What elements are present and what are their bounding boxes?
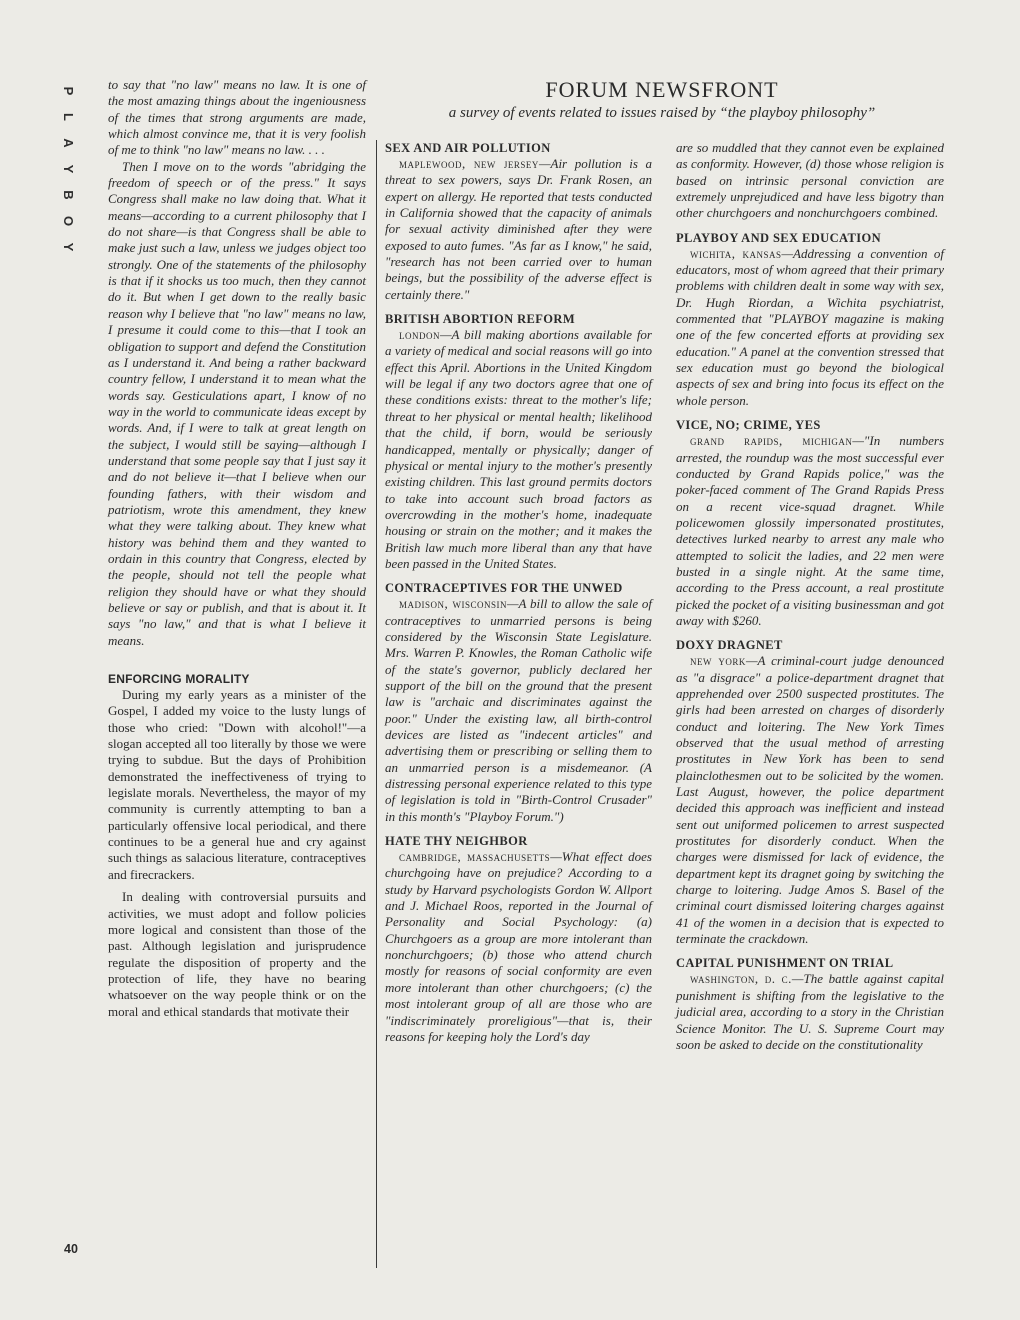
- news-body: —"In numbers arrested, the roundup was the most successful ever conducted by Grand Rapids police," was the poker-faced comment of The Grand Rapids Press on a recent vice-squad dragnet. While policewomen glossily impersonated prostitutes, detectives lurked nearby to arrest any male who attempted to solicit the ladies, and 22 men were busted in a single night. At the same time, according to the Press account, a real prostitute picked the pocket of a visiting businessman and got away with $260.: [676, 433, 945, 628]
- news-item: [676, 955, 944, 1053]
- news-body: —Addressing a convention of educators, most of whom agreed that their primary problems with children dealt in some way with sex, Dr. Hugh Riordan, a Wichita psychiatrist, commented that "PLAYBOY magazine is making one of the few concerted efforts at providing sex education." A panel at the convention stressed that sex education must go beyond the biological aspects of sex and bring into focus its effect on the whole person.: [676, 245, 944, 408]
- news-body: —A bill making abortions available for a variety of medical and social reasons will go into effect this April. Abortions in the United Kingdom will be legal if any two doctors agree that one of these conditions exists: threat to the mother's life; threat to her physical or mental health; likelihood that the child, if born, would be seriously handicapped, mentally or physically; danger of physical or mental injury to the mother's presently existing children. This last ground permits doctors to take into account such broad factors as overcrowding in the mother's home, inadequate housing or strain on the mother; and it makes the British law much more liberal than any that have been passed in the United States.: [385, 327, 652, 571]
- news-headline: VICE, NO; CRIME, YES: [676, 418, 821, 433]
- page-number: 40: [64, 1242, 78, 1256]
- dateline: washington, d. c.: [690, 971, 792, 987]
- section-heading: ENFORCING MORALITY: [108, 672, 250, 687]
- column-divider: [376, 140, 377, 1268]
- right-column: [676, 140, 944, 1061]
- dateline: madison, wisconsin: [399, 596, 507, 612]
- spine-letter: Y: [61, 164, 76, 174]
- news-item: [676, 230, 944, 409]
- news-headline: CAPITAL PUNISHMENT ON TRIAL: [676, 956, 894, 971]
- left-column: [108, 77, 366, 1020]
- page-title: FORUM NEWSFRONT: [545, 77, 779, 102]
- news-body: —A criminal-court judge denounced as "a disgrace" a police-department dragnet that apprehended over 2500 suspected prostitutes. The girls had been arrested on charges of disorderly conduct and loitering. The New York Times observed that the usual method of arresting prostitutes in New York has been to send plainclothesmen out to be solicited by the women. Last August, however, the police department decided this approach was inefficient and instead sent out uniformed policemen to arrest suspected prostitutes for disorderly conduct. When the charges were dismissed for lack of evidence, the department kept its dragnet going by switching the charge to loitering. Judge Amos S. Basel of the criminal court dismissed loitering charges against 41 of the women in a decision that is expected to terminate the crackdown.: [676, 653, 945, 947]
- forum-newsfront-masthead: [378, 78, 946, 122]
- body-paragraph: Then I move on to the words "abridging the freedom of speech or of the press." It says Congress shall make no law doing that. What it means—according to a current philosophy that I do not share—is that Congress shall be able to make just such a law, unless we judges object too strongly. One of the statements of the philosophy is that if it shocks us too much, then they cannot do it. But when I get down to the really basic reason why I believe that "no law" means no law, I presume it could come to this—that I took an obligation to support and defend the Constitution as I understand it. And being a rather backward country fellow, I understand it to mean what the words say. Gesticulations apart, I know of no way in the world to communicate ideas except by words. And, if I were to talk at great length on the subject, I would still be saying—although I understand that some people say that I just say it and do not believe it—that I believe when our founding fathers, with their wisdom and patriotism, wrote this amendment, they knew what they were talking about. They knew what history was behind them and they wanted to ordain in this country that Congress, elected by the people, should not tell the people what religion they should have or what they should believe or say or publish, and that is about it. It says "no law," and that is what I believe it means.: [108, 158, 366, 648]
- news-item: [385, 140, 652, 303]
- body-paragraph: In dealing with controversial pursuits and activities, we must adopt and follow policies more logical and consistent than those of the past. Although legislation and jurisprudence regulate the disposition of property and the protection of life, they have no bearing whatsoever on the way people think or on the moral and ethical standards that motivate their: [108, 889, 366, 1019]
- news-item: [385, 580, 652, 825]
- page-subtitle: a survey of events related to issues raised by “the playboy philosophy”: [448, 105, 876, 121]
- spine-letter: P: [61, 86, 76, 96]
- news-item: [676, 417, 944, 629]
- news-headline: SEX AND AIR POLLUTION: [385, 141, 551, 155]
- dateline: cambridge, massachusetts: [399, 849, 551, 865]
- news-headline: CONTRACEPTIVES FOR THE UNWED: [385, 581, 623, 596]
- news-body: —Air pollution is a threat to sex powers, says Dr. Frank Rosen, an expert on allergy. He reported that tests conducted in California showed that the capacity of animals for sexual activity diminished after they were exposed to auto fumes. "As far as I know," he said, "research has not been carried over to human beings, but the possibility of the adverse effect is certainly there.": [385, 156, 652, 302]
- news-item: [385, 311, 652, 572]
- spine-letter: Y: [61, 242, 76, 252]
- spine-letter: B: [61, 190, 76, 200]
- news-body: —A bill to allow the sale of contraceptives to unmarried persons is being considered by the Wisconsin State Legislature. Mrs. Warren P. Knowles, the Roman Catholic wife of the state's governor, publicly declared her support of the bill on the ground that the present law is "archaic and discriminates against the poor." Under the existing law, all birth-control devices are listed as "indecent articles" and advertising them or prescribing or selling them to an unmarried person is a misdemeanor. (A distressing personal experience related to this type of legislation is told in "Birth-Control Crusader" in this month's "Playboy Forum."): [385, 596, 652, 824]
- dateline: london: [399, 327, 440, 343]
- news-item: [676, 637, 944, 947]
- news-body: —What effect does churchgoing have on prejudice? According to a study by Harvard psychologists Gordon W. Allport and J. Michael Roos, reported in the Journal of Personality and Social Psychology: (a) Churchgoers as a group are more intolerant than nonchurchgoers; (b) those who attend church mostly for reasons of social conformity are even more intolerant than other churchgoers; (c) the most intolerant group of all are those who are "indiscriminately proreligious"—that is, their reasons for keeping holy the Lord's day: [385, 849, 652, 1044]
- body-paragraph: During my early years as a minister of the Gospel, I added my voice to the lusty lungs of those who cried: "Down with alcohol!"—a slogan accepted all too literally by those we were trying to subdue. But the days of Prohibition demonstrated the ineffectiveness of trying to legislate morals. Nevertheless, the mayor of my community is currently attempting to ban a particularly offensive local periodical, and there continues to be a general hue and cry against such things as salacious literature, contraceptives and firecrackers.: [108, 687, 366, 882]
- news-headline: DOXY DRAGNET: [676, 638, 783, 653]
- dateline: grand rapids, michigan: [690, 433, 853, 449]
- dateline: maplewood, new jersey: [399, 156, 539, 171]
- magazine-spine-label: [55, 78, 77, 318]
- news-body: are so muddled that they cannot even be explained as conformity. However, (d) those whose religion is based on intrinsic personal conviction are extremely unprejudiced and have less bigotry than other churchgoers and nonchurchgoers combined.: [676, 140, 944, 221]
- dateline: wichita, kansas: [690, 245, 782, 261]
- news-item-continued: [676, 140, 944, 222]
- middle-column: [385, 140, 652, 1053]
- news-headline: HATE THY NEIGHBOR: [385, 834, 528, 849]
- spine-letter: A: [61, 138, 76, 148]
- news-headline: PLAYBOY AND SEX EDUCATION: [676, 230, 882, 245]
- news-item: [385, 833, 652, 1045]
- spine-letter: O: [61, 215, 76, 227]
- news-body: —The battle against capital punishment is shifting from the legislative to the judicial area, according to a story in the Christian Science Monitor. The U. S. Supreme Court may soon be asked to decide on the constitutionality: [676, 971, 944, 1052]
- spine-letter: L: [61, 113, 76, 121]
- news-headline: BRITISH ABORTION REFORM: [385, 312, 576, 327]
- dateline: new york: [690, 653, 746, 669]
- body-paragraph: to say that "no law" means no law. It is one of the most amazing things about the ingeniousness of the times that strong arguments are made, which almost convince me, that it is very foolish of me to think "no law" means no law. . . .: [108, 77, 366, 158]
